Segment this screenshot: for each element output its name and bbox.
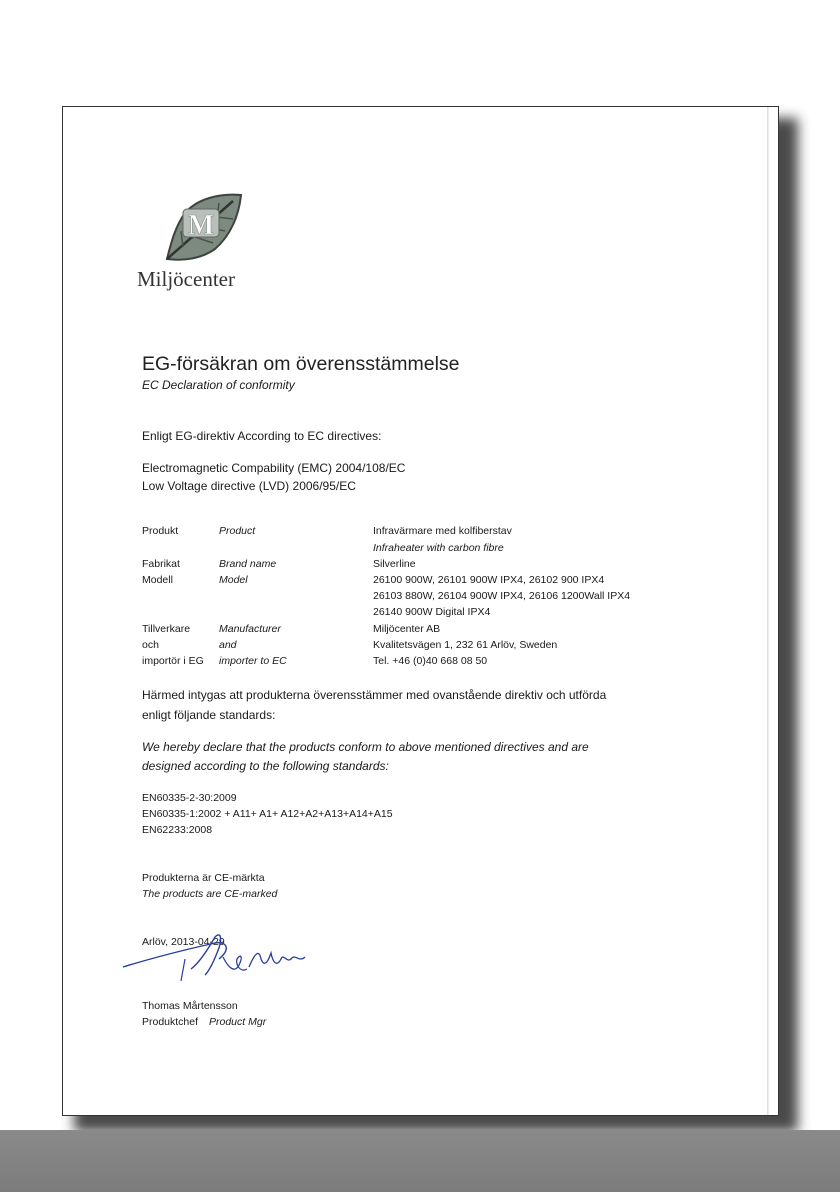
declaration-sv-line: Härmed intygas att produkterna överensstämmer med ovanstående direktiv och utförda — [142, 688, 607, 702]
leaf-logo-icon — [161, 191, 245, 263]
label-sv: Tillverkare — [142, 623, 191, 635]
label-sv: och — [142, 639, 159, 651]
declaration-en-line: designed according to the following standards: — [142, 759, 389, 773]
ce-marked-en: The products are CE-marked — [142, 888, 278, 900]
place-date: Arlöv, 2013-04-29 — [142, 936, 225, 948]
label-sv: importör i EG — [142, 655, 204, 667]
detail-value: Infraheater with carbon fibre — [373, 542, 504, 554]
detail-value: Kvalitetsvägen 1, 232 61 Arlöv, Sweden — [373, 639, 558, 651]
label-sv: Produkt — [142, 525, 179, 537]
signature-mark — [119, 929, 309, 989]
doc-title-en: EC Declaration of conformity — [142, 378, 295, 392]
label-en: Manufacturer — [219, 623, 281, 635]
declaration-sv-line: enligt följande standards: — [142, 708, 276, 722]
detail-value: Miljöcenter AB — [373, 623, 441, 635]
label-en: importer to EC — [219, 655, 287, 667]
standard-item: EN60335-1:2002 + A11+ A1+ A12+A2+A13+A14+A15 — [142, 808, 393, 820]
declaration-en-line: We hereby declare that the products conform to above mentioned directives and are — [142, 740, 589, 754]
directive-line: Low Voltage directive (LVD) 2006/95/EC — [142, 479, 356, 493]
scan-edge — [767, 107, 769, 1115]
label-en: Product — [219, 525, 256, 537]
detail-value: Silverline — [373, 558, 416, 570]
label-en: Brand name — [219, 558, 277, 570]
label-en: Model — [219, 574, 248, 586]
detail-value: 26103 880W, 26104 900W IPX4, 26106 1200Wall IPX4 — [373, 590, 631, 602]
signatory-role-sv: Produktchef — [142, 1016, 199, 1028]
standard-item: EN60335-2-30:2009 — [142, 792, 237, 804]
document-page — [62, 106, 779, 1116]
directives-intro: Enligt EG-direktiv According to EC directives: — [142, 429, 382, 443]
label-en: and — [219, 639, 237, 651]
company-logo — [137, 191, 257, 291]
logo-initial: M — [187, 210, 215, 241]
detail-value: 26140 900W Digital IPX4 — [373, 606, 491, 618]
ce-marked-sv: Produkterna är CE-märkta — [142, 872, 265, 884]
detail-value: 26100 900W, 26101 900W IPX4, 26102 900 IPX4 — [373, 574, 605, 586]
detail-value: Infravärmare med kolfiberstav — [373, 525, 512, 537]
bottom-bar — [0, 1130, 840, 1192]
logo-wordmark: Miljöcenter — [137, 267, 235, 291]
signatory-name: Thomas Mårtensson — [142, 1000, 238, 1012]
detail-value: Tel. +46 (0)40 668 08 50 — [373, 655, 488, 667]
standard-item: EN62233:2008 — [142, 824, 213, 836]
directive-line: Electromagnetic Compability (EMC) 2004/108/EC — [142, 461, 406, 475]
label-sv: Fabrikat — [142, 558, 180, 570]
doc-title: EG-försäkran om överensstämmelse — [142, 353, 460, 375]
signatory-role-en: Product Mgr — [209, 1016, 267, 1028]
label-sv: Modell — [142, 574, 173, 586]
